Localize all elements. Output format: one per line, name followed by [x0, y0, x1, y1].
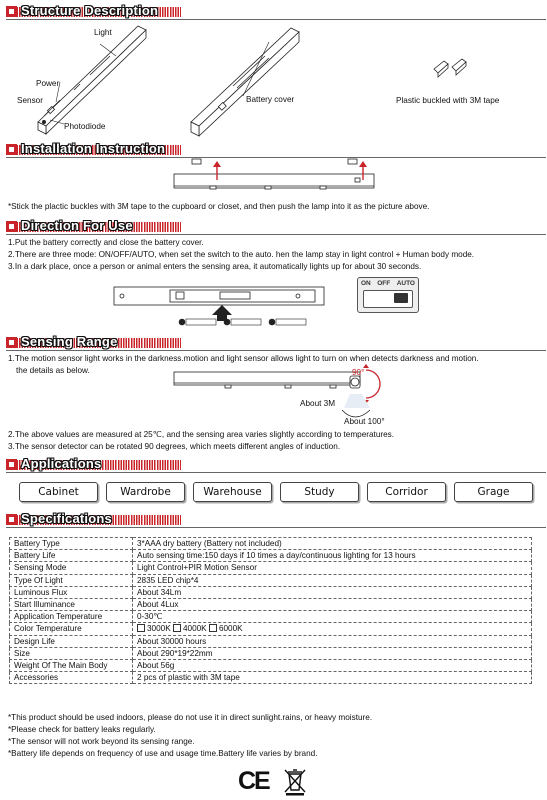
section-title: Specifications — [21, 511, 112, 526]
spec-value: Light Control+PIR Motion Sensor — [133, 562, 532, 574]
application-garage: Grage — [454, 482, 533, 502]
table-row — [10, 538, 532, 550]
checkbox-icon — [209, 624, 217, 632]
spec-value: About 4Lux — [133, 598, 532, 610]
label-angle-range: About 100° — [344, 417, 385, 426]
mode-switch-illustration — [357, 277, 419, 313]
plastic-buckle-illustration — [430, 55, 475, 83]
ce-mark-icon: CE — [238, 767, 269, 795]
direction-step-1: 1.Put the battery correctly and close the battery cover. — [8, 238, 204, 247]
table-row — [10, 598, 532, 610]
table-row — [10, 586, 532, 598]
section-header-sensing — [6, 335, 546, 349]
sensing-text-2: 2.The above values are measured at 25℃, and the sensing area varies slightly according to temperatures. — [8, 430, 395, 439]
spec-key: Sensing Mode — [10, 562, 133, 574]
spec-key: Battery Type — [10, 538, 133, 550]
switch-label-off: OFF — [377, 280, 391, 287]
table-row — [10, 574, 532, 586]
section-header-direction — [6, 219, 546, 233]
spec-value: 2835 LED chip*4 — [133, 574, 532, 586]
spec-key: Start Illuminance — [10, 598, 133, 610]
application-study: Study — [280, 482, 359, 502]
direction-step-3: 3.In a dark place, once a person or animal enters the sensing area, it automatically lights up for about 30 seconds. — [8, 262, 422, 271]
spec-value: Auto sensing time:150 days if 10 times a day/continuous lighting for 13 hours — [133, 550, 532, 562]
spec-key: Color Temperature — [10, 623, 133, 635]
switch-label-auto: AUTO — [396, 280, 415, 287]
label-power: Power — [36, 79, 60, 88]
installation-illustration — [170, 158, 380, 194]
section-title: Installation Instruction — [21, 141, 166, 156]
table-row — [10, 550, 532, 562]
spec-key: Design Life — [10, 635, 133, 647]
table-row — [10, 611, 532, 623]
weee-crossed-bin-icon — [283, 768, 307, 796]
spec-key: Weight Of The Main Body — [10, 659, 133, 671]
table-row — [10, 635, 532, 647]
lamp-back-illustration — [185, 22, 310, 142]
section-title: Sensing Range — [21, 334, 118, 349]
spec-key: Type Of Light — [10, 574, 133, 586]
section-header-applications — [6, 457, 546, 471]
application-warehouse: Warehouse — [193, 482, 272, 502]
section-header-installation — [6, 142, 546, 156]
spec-key: Application Temperature — [10, 611, 133, 623]
note-indoor-use: *This product should be used indoors, please do not use it in direct sunlight.rains, or heavy moisture. — [8, 713, 373, 722]
checkbox-icon — [137, 624, 145, 632]
label-distance: About 3M — [300, 399, 336, 408]
spec-value: 2 pcs of plastic with 3M tape — [133, 672, 532, 684]
table-row — [10, 562, 532, 574]
spec-value: About 56g — [133, 659, 532, 671]
application-cabinet: Cabinet — [19, 482, 98, 502]
table-row — [10, 672, 532, 684]
table-row — [10, 659, 532, 671]
note-battery-leaks: *Please check for battery leaks regularly. — [8, 725, 156, 734]
label-battery-cover: Battery cover — [246, 95, 295, 104]
spec-key: Accessories — [10, 672, 133, 684]
application-wardrobe: Wardrobe — [106, 482, 185, 502]
installation-note: *Stick the plactic buckles with 3M tape to the cupboard or closet, and then push the lamp into it as the picture above. — [8, 202, 430, 211]
note-sensing-range: *The sensor will not work beyond its sensing range. — [8, 737, 195, 746]
section-header-structure — [6, 4, 546, 18]
table-row — [10, 623, 532, 635]
sensing-text-1b: the details as below. — [16, 366, 90, 375]
section-title: Structure Description — [21, 3, 159, 18]
spec-value: About 34Lm — [133, 586, 532, 598]
label-photodiode: Photodiode — [64, 122, 106, 131]
section-header-specifications — [6, 512, 546, 526]
spec-value: About 30000 hours — [133, 635, 532, 647]
battery-install-illustration — [110, 281, 330, 333]
label-sensor: Sensor — [17, 96, 43, 105]
color-option: 4000K — [182, 624, 207, 634]
note-battery-life: *Battery life depends on frequency of use and usage time.Battery life varies by brand. — [8, 749, 318, 758]
label-rotation-angle: 90° — [352, 368, 365, 377]
label-plastic-buckled: Plastic buckled with 3M tape — [396, 96, 500, 105]
direction-step-2: 2.There are three mode: ON/OFF/AUTO, when set the switch to the auto. hen the lamp stay in light control + Human body mode. — [8, 250, 475, 259]
label-light: Light — [94, 28, 112, 37]
sensing-text-3: 3.The sensor detector can be rotated 90 degrees, which meets different angles of induction. — [8, 442, 341, 451]
checkbox-icon — [173, 624, 181, 632]
table-row — [10, 647, 532, 659]
color-option: 3000K — [147, 624, 171, 634]
spec-key: Battery Life — [10, 550, 133, 562]
specifications-table — [9, 537, 532, 684]
spec-value: 0-30℃ — [133, 611, 532, 623]
color-option: 6000K — [218, 624, 243, 634]
spec-key: Size — [10, 647, 133, 659]
spec-value-color-temperature — [133, 623, 532, 635]
spec-key: Luminous Flux — [10, 586, 133, 598]
section-title: Direction For Use — [21, 218, 133, 233]
spec-value: 3*AAA dry battery (Battery not included) — [133, 538, 532, 550]
sensing-text-1: 1.The motion sensor light works in the darkness.motion and light sensor allows light to turn on when detects darkness and motion. — [8, 354, 479, 363]
application-corridor: Corridor — [367, 482, 446, 502]
switch-label-on: ON — [361, 280, 371, 287]
spec-value: About 290*19*22mm — [133, 647, 532, 659]
section-title: Applications — [21, 456, 102, 471]
